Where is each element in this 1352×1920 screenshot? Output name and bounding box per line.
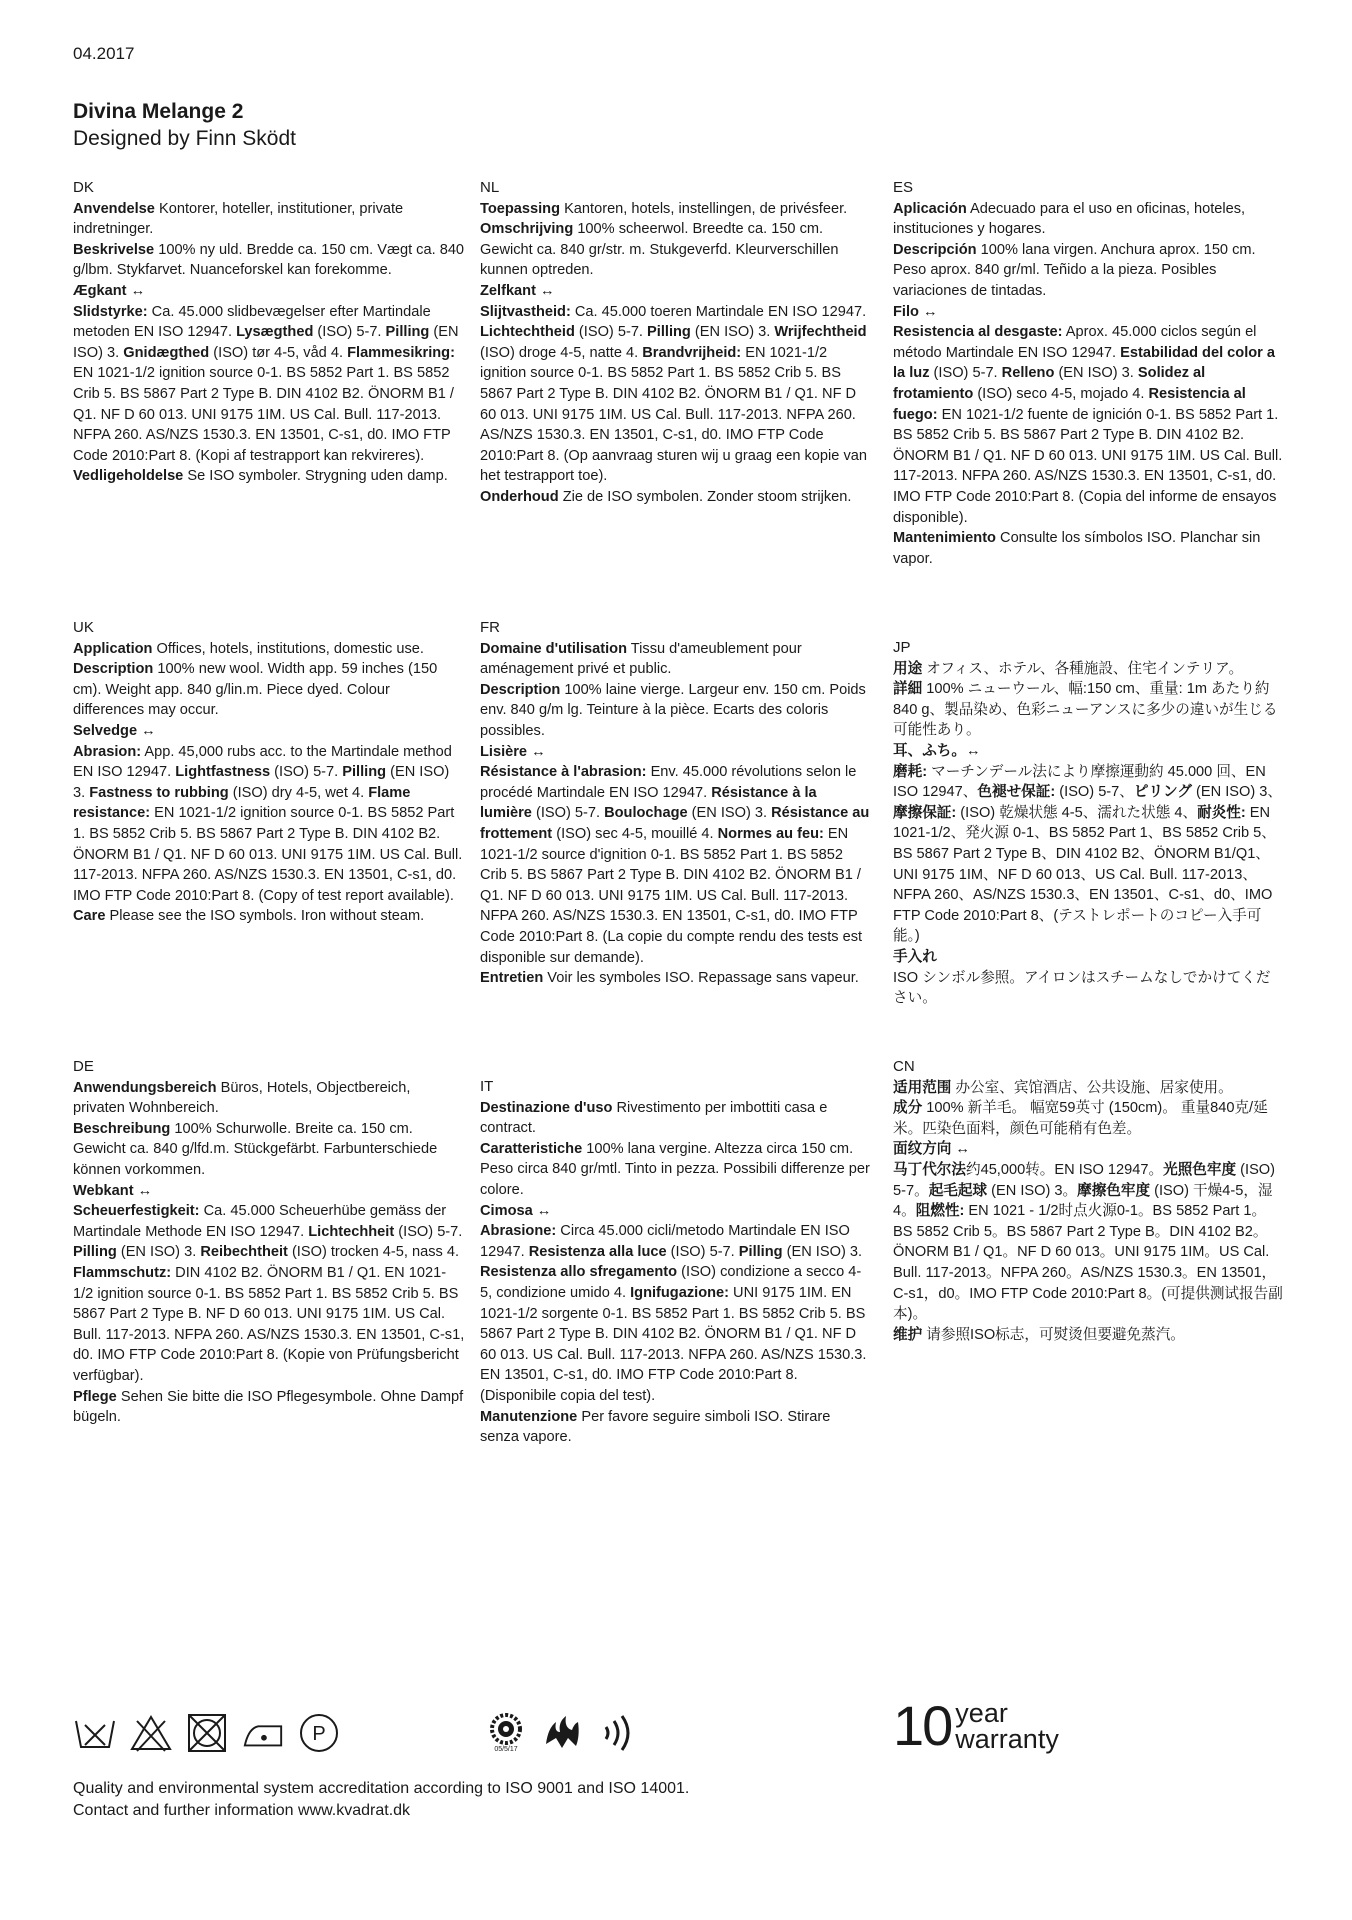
designer-credit: Designed by Finn Sködt: [73, 127, 296, 150]
section-de: [73, 1057, 465, 1428]
section-body: 适用范围 办公室、宾馆酒店、公共设施、居家使用。 成分 100% 新羊毛。 幅宽59英寸 (150cm)。 重量840克/延米。匹染色面料，颜色可能稍有色差。 面纹方向 ↔ 马丁代尔法约45,000转。EN ISO 12947。光照色牢度 (ISO) 5-7。起毛起球 (EN ISO) 3。摩擦色牢度 (ISO) 干燥4-5，湿4。阻燃性: EN 1021 - 1/2时点火源0-1。BS 5852 Part 1。BS 5852 Crib 5。BS 5867 Part 2 Type B。DIN 4102 B2。ÖNORM B1 / Q1。NF D 60 013。UNI 9175 1IM。US Cal. Bull. 117-2013。NFPA 260。AS/NZS 1530.3。EN 13501，C-s1，d0。IMO FTP Code 2010:Part 8。(可提供测试报告副本)。 维护 请参照ISO标志，可熨烫但要避免蒸汽。: [893, 1079, 1283, 1343]
section-nl: [480, 178, 872, 508]
section-uk: [73, 618, 465, 927]
lang-code: UK: [73, 619, 94, 636]
cert-caption: 05/5/17: [494, 1746, 518, 1753]
contact-text: Contact and further information www.kvadrat.dk: [73, 1802, 411, 1819]
section-body: 用途 オフィス、ホテル、各種施設、住宅インテリア。 詳細 100% ニューウール、幅:150 cm、重量: 1m あたり約 840 g、製品染め、色彩ニューアンスに多少の違いが生じる可能性あり。 耳、ふち。↔ 磨耗: マーチンデール法により摩擦運動約 45.000 回、EN ISO 12947、色褪せ保証: (ISO) 5-7、ピリング (EN ISO) 3、摩擦保証: (ISO) 乾燥状態 4-5、濡れた状態 4、耐炎性: EN 1021-1/2、発火源 0-1、BS 5852 Part 1、BS 5852 Crib 5、BS 5867 Part 2 Type B、DIN 4102 B2、ÖNORM B1/Q1、UNI 9175 1IM、NF D 60 013、US Cal. Bull. 117-2013、NFPA 260、AS/NZS 1530.3、EN 13501、C-s1、d0、IMO FTP Code 2010:Part 8、(テストレポートのコピー入手可能。) 手入れ ISO シンボル参照。アイロンはスチームなしでかけてください。: [893, 660, 1282, 1007]
section-es: [893, 178, 1285, 569]
lang-code: DE: [73, 1058, 94, 1075]
section-cn: [893, 1057, 1285, 1345]
no-bleach-icon: [129, 1711, 173, 1755]
warranty-word-year: year: [955, 1698, 1008, 1728]
section-body: Toepassing Kantoren, hotels, instellingen, de privésfeer. Omschrijving 100% scheerwol. Breedte ca. 150 cm. Gewicht ca. 840 gr/str. m. Stukgeverfd. Kleurverschillen kunnen optreden. Zelfkant ↔ Slijtvastheid: Ca. 45.000 toeren Martindale EN ISO 12947. Lichtechtheid (ISO) 5-7. Pilling (EN ISO) 3. Wrijfechtheid (ISO) droge 4-5, natte 4. Brandvrijheid: EN 1021-1/2 ignition source 0-1. BS 5852 Part 1. BS 5852 Crib 5. BS 5867 Part 2 Type B. DIN 4102 B2. ÖNORM B1 / Q1. NF D 60 013. UNI 9175 1IM. US Cal. Bull. 117-2013. NFPA 260. AS/NZS 1530.3. EN 13501, C-s1, d0. IMO FTP Code 2010:Part 8. (Op aanvraag sturen wij u graag een kopie van het testrapport toe). Onderhoud Zie de ISO symbolen. Zonder stoom strijken.: [480, 200, 867, 505]
section-body: Anvendelse Kontorer, hoteller, institutioner, private indretninger. Beskrivelse 100% ny uld. Bredde ca. 150 cm. Vægt ca. 840 g/lbm. Stykfarvet. Nuanceforskel kan forekomme. Ægkant ↔ Slidstyrke: Ca. 45.000 slidbevægelser efter Martindale metoden EN ISO 12947. Lysægthed (ISO) 5-7. Pilling (EN ISO) 3. Gnidægthed (ISO) tør 4-5, våd 4. Flammesikring: EN 1021-1/2 ignition source 0-1. BS 5852 Part 1. BS 5852 Crib 5. BS 5867 Part 2 Type B. DIN 4102 B2. ÖNORM B1 / Q1. NF D 60 013. UNI 9175 1IM. US Cal. Bull. 117-2013. NFPA 260. AS/NZS 1530.3. EN 13501, C-s1, d0. IMO FTP Code 2010:Part 8. (Kopi af testrapport kan rekvireres). Vedligeholdelse Se ISO symboler. Strygning uden damp.: [73, 200, 465, 485]
section-body: Application Offices, hotels, institutions, domestic use. Description 100% new wool. Width app. 59 inches (150 cm). Weight app. 840 g/lin.m. Piece dyed. Colour differences may occur. Selvedge ↔ Abrasion: App. 45,000 rubs acc. to the Martindale method EN ISO 12947. Lightfastness (ISO) 5-7. Pilling (EN ISO) 3. Fastness to rubbing (ISO) dry 4-5, wet 4. Flame resistance: EN 1021-1/2 ignition source 0-1. BS 5852 Part 1. BS 5852 Crib 5. BS 5867 Part 2 Type B. DIN 4102 B2. ÖNORM B1 / Q1. NF D 60 013. UNI 9175 1IM. US Cal. Bull. 117-2013. NFPA 260. AS/NZS 1530.3. EN 13501, C-s1, d0. IMO FTP Code 2010:Part 8. (Copy of test report available). Care Please see the ISO symbols. Iron without steam.: [73, 640, 463, 925]
warranty-number: 10: [893, 1694, 952, 1757]
section-body: Destinazione d'uso Rivestimento per imbottiti casa e contract. Caratteristiche 100% lana vergine. Altezza circa 150 cm. Peso circa 840 gr/mtl. Tinto in pezza. Possibili differenze per colore. Cimosa ↔ Abrasione: Circa 45.000 cicli/metodo Martindale EN ISO 12947. Resistenza alla luce (ISO) 5-7. Pilling (EN ISO) 3. Resistenza allo sfregamento (ISO) condizione a secco 4-5, condizione umido 4. Ignifugazione: UNI 9175 1IM. EN 1021-1/2 sorgente 0-1. BS 5852 Part 1. BS 5852 Crib 5. BS 5867 Part 2 Type B. DIN 4102 B2. ÖNORM B1 / Q1. NF D 60 013. US Cal. Bull. 117-2013. NFPA 260. AS/NZS 1530.3. EN 13501, C-s1, d0. IMO FTP Code 2010:Part 8. (Disponibile copia del test). Manutenzione Per favore seguire simboli ISO. Stirare senza vapore.: [480, 1099, 870, 1446]
section-dk: [73, 178, 465, 487]
certification-seal-icon: [484, 1711, 528, 1755]
footer: [73, 1778, 689, 1822]
svg-text:P: P: [312, 1723, 326, 1745]
lang-code: IT: [480, 1078, 494, 1095]
warranty-badge: [893, 1694, 1059, 1757]
lang-code: FR: [480, 619, 500, 636]
flame-retardant-icon: [540, 1711, 584, 1755]
lang-code: JP: [893, 639, 911, 656]
dry-clean-p-icon: [297, 1711, 341, 1755]
section-jp: [893, 638, 1285, 1009]
section-body: Domaine d'utilisation Tissu d'ameublement pour aménagement privé et public. Description 100% laine vierge. Largeur env. 150 cm. Poids env. 840 g/m lg. Teinture à la pièce. Ecarts des coloris possibles. Lisière ↔ Résistance à l'abrasion: Env. 45.000 révolutions selon le procédé Martindale EN ISO 12947. Résistance à la lumière (ISO) 5-7. Boulochage (EN ISO) 3. Résistance au frottement (ISO) sec 4-5, mouillé 4. Normes au feu: EN 1021-1/2 source d'ignition 0-1. BS 5852 Part 1. BS 5852 Crib 5. BS 5867 Part 2 Type B. DIN 4102 B2. ÖNORM B1 / Q1. NF D 60 013. UNI 9175 1IM. US Cal. Bull. 117-2013. NFPA 260. AS/NZS 1530.3. EN 13501, C-s1, d0. IMO FTP Code 2010:Part 8. (La copie du compte rendu des tests est disponible sur demande). Entretien Voir les symboles ISO. Repassage sans vapeur.: [480, 640, 870, 987]
cert-symbols: [484, 1708, 640, 1758]
issue-date: 04.2017: [73, 44, 135, 63]
lang-code: ES: [893, 179, 914, 196]
lang-code: NL: [480, 179, 500, 196]
section-body: Aplicación Adecuado para el uso en oficinas, hoteles, instituciones y hogares. Descripción 100% lana virgen. Anchura aprox. 150 cm. Peso aprox. 840 gr/ml. Teñido a la pieza. Posibles variaciones de tintadas. Filo ↔ Resistencia al desgaste: Aprox. 45.000 ciclos según el método Martindale EN ISO 12947. Estabilidad del color a la luz (ISO) 5-7. Relleno (EN ISO) 3. Solidez al frotamiento (ISO) seco 4-5, mojado 4. Resistencia al fuego: EN 1021-1/2 fuente de ignición 0-1. BS 5852 Part 1. BS 5852 Crib 5. BS 5867 Part 2 Type B. DIN 4102 B2. ÖNORM B1 / Q1. NF D 60 013. UNI 9175 1IM. US Cal. Bull. 117-2013. NFPA 260. AS/NZS 1530.3. EN 13501, C-s1, d0. IMO FTP Code 2010:Part 8. (Copia del informe de ensayos disponible). Mantenimiento Consulte los símbolos ISO. Planchar sin vapor.: [893, 200, 1283, 567]
section-body: Anwendungsbereich Büros, Hotels, Objectbereich, privaten Wohnbereich. Beschreibung 100% Schurwolle. Breite ca. 150 cm. Gewicht ca. 840 g/lfd.m. Stückgefärbt. Farbunterschiede können vorkommen. Webkant ↔ Scheuerfestigkeit: Ca. 45.000 Scheuerhübe gemäss der Martindale Methode EN ISO 12947. Lichtechheit (ISO) 5-7. Pilling (EN ISO) 3. Reibechtheit (ISO) trocken 4-5, nass 4. Flammschutz: DIN 4102 B2. ÖNORM B1 / Q1. EN 1021-1/2 ignition source 0-1. BS 5852 Part 1. BS 5852 Crib 5. BS 5867 Part 2 Type B. NF D 60 013. UNI 9175 1IM. US Cal. Bull. 117-2013. NFPA 260. AS/NZS 1530.3. EN 13501, C-s1, d0. IMO FTP Code 2010:Part 8. (Kopie von Prüfungsbericht verfügbar). Pflege Sehen Sie bitte die ISO Pflegesymbole. Ohne Dampf bügeln.: [73, 1079, 465, 1426]
acoustic-icon: [596, 1711, 640, 1755]
care-symbols: [73, 1708, 341, 1758]
section-fr: [480, 618, 872, 989]
no-tumble-dry-icon: [185, 1711, 229, 1755]
section-it: [480, 1077, 872, 1448]
warranty-word-warranty: warranty: [955, 1724, 1059, 1754]
accreditation-text: Quality and environmental system accreditation according to ISO 9001 and ISO 14001.: [73, 1780, 690, 1797]
product-title: Divina Melange 2: [73, 100, 244, 123]
lang-code: CN: [893, 1058, 915, 1075]
lang-code: DK: [73, 179, 94, 196]
wash-by-hand-icon: [73, 1711, 117, 1755]
iron-low-icon: [241, 1711, 285, 1755]
